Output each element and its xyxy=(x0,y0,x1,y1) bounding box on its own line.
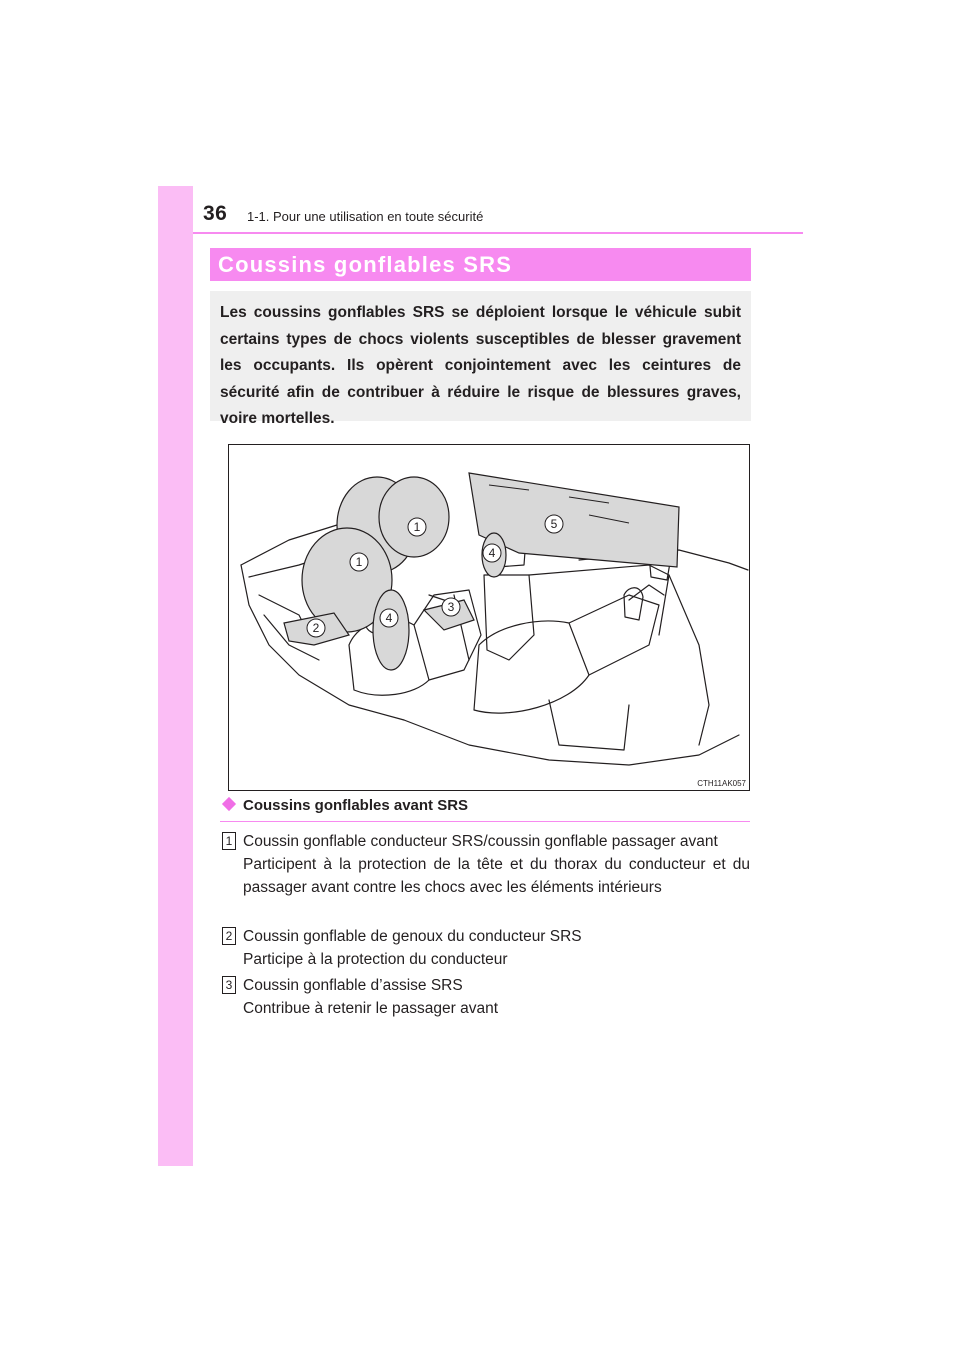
callout-3 xyxy=(442,598,460,616)
subheading xyxy=(222,797,468,814)
item-title: Coussin gonflable de genoux du conducteur SRS xyxy=(243,928,582,945)
callout-2 xyxy=(307,619,325,637)
svg-text:1: 1 xyxy=(413,520,421,534)
item-title: Coussin gonflable d’assise SRS xyxy=(243,977,463,994)
item-description: Participent à la protection de la tête et du thorax du conducteur et du passager avant contre les chocs avec les éléments intérieurs xyxy=(243,856,750,896)
svg-text:5: 5 xyxy=(550,517,558,531)
callout-1-upper xyxy=(408,518,426,536)
page-number: 36 xyxy=(203,202,228,225)
car-interior-drawing xyxy=(229,445,749,790)
subheading-text: Coussins gonflables avant SRS xyxy=(243,797,469,814)
list-item xyxy=(222,925,750,971)
intro-text: Les coussins gonflables SRS se déploient lorsque le véhicule subit certains types de chocs violents susceptibles de blesser gravement les occupants. Ils opèrent conjointement avec les ceintures de sécurité afin de contribuer à réduire le risque de blessures graves, voire mortelles. xyxy=(220,304,741,427)
svg-text:4: 4 xyxy=(488,546,496,560)
title-banner xyxy=(210,248,751,281)
section-path: 1-1. Pour une utilisation en toute sécurité xyxy=(247,209,484,224)
svg-text:4: 4 xyxy=(385,611,393,625)
item-description: Contribue à retenir le passager avant xyxy=(243,1000,499,1017)
svg-text:3: 3 xyxy=(447,600,455,614)
side-band xyxy=(158,186,193,1166)
item-number-badge: 3 xyxy=(222,976,236,994)
header-rule xyxy=(193,232,803,234)
svg-text:1: 1 xyxy=(355,555,363,569)
subheading-rule xyxy=(220,821,750,822)
page-title: Coussins gonflables SRS xyxy=(218,252,513,277)
item-number-badge: 2 xyxy=(222,927,236,945)
callout-4-rear xyxy=(483,544,501,562)
svg-text:2: 2 xyxy=(312,621,320,635)
item-description: Participe à la protection du conducteur xyxy=(243,951,508,968)
item-title: Coussin gonflable conducteur SRS/coussin gonflable passager avant xyxy=(243,833,718,850)
diamond-bullet-icon xyxy=(222,797,236,811)
list-item xyxy=(222,974,750,1020)
list-item xyxy=(222,830,750,899)
callout-5 xyxy=(545,515,563,533)
item-number-badge: 1 xyxy=(222,832,236,850)
intro-box xyxy=(210,291,751,427)
callout-4-side xyxy=(380,609,398,627)
callout-1-lower xyxy=(350,553,368,571)
airbag-illustration xyxy=(228,444,750,791)
figure-code: CTH11AK057 xyxy=(697,779,746,788)
